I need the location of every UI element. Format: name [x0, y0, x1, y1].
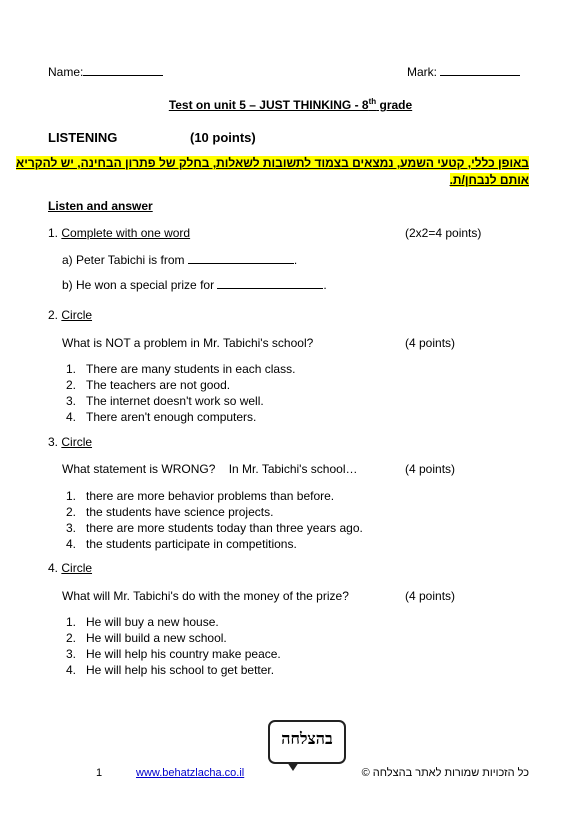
q1-number: 1.	[48, 226, 59, 240]
q3-option-2[interactable]: 2. the students have science projects.	[66, 505, 274, 519]
q3-option-1[interactable]: 1. there are more behavior problems than before.	[66, 489, 335, 503]
q2-points: (4 points)	[405, 336, 456, 350]
q1-instruction: Complete with one word	[61, 226, 191, 240]
q3-options	[66, 488, 363, 552]
page-title: Test on unit 5 – JUST THINKING - 8th grade	[168, 97, 413, 112]
listen-heading: Listen and answer	[48, 199, 153, 213]
q1-b-blank[interactable]	[217, 278, 323, 289]
q2-instruction: Circle	[61, 308, 93, 322]
q2-question: What is NOT a problem in Mr. Tabichi's school?	[62, 336, 314, 350]
mark-blank	[440, 65, 520, 76]
hebrew-note-line1: באופן כללי, קטעי השמע, נמצאים בצמוד לתשובות לשאלות, בחלק של פתרון הבחינה, יש להקריא	[16, 156, 529, 170]
q2-options	[66, 361, 295, 425]
name-field	[48, 65, 163, 79]
q4-option-4[interactable]: 4. He will help his school to get better.	[66, 663, 275, 677]
q3-instruction: Circle	[61, 435, 93, 449]
q2-number: 2.	[48, 308, 59, 322]
q1-a-blank[interactable]	[188, 253, 294, 264]
q4-header	[48, 561, 92, 575]
logo-text: בהצלחה	[281, 729, 333, 748]
q2-option-2[interactable]: 2. The teachers are not good.	[66, 378, 231, 392]
q1-points: (2x2=4 points)	[405, 226, 482, 240]
q2-option-3[interactable]: 3. The internet doesn't work so well.	[66, 394, 264, 408]
q3-question: What statement is WRONG? In Mr. Tabichi's school…	[62, 462, 358, 476]
q2-header	[48, 308, 92, 322]
q4-option-1[interactable]: 1. He will buy a new house.	[66, 615, 219, 629]
name-blank	[83, 65, 163, 76]
q4-question: What will Mr. Tabichi's do with the money of the prize?	[62, 589, 349, 603]
q1-item-b: b) He won a special prize for .	[62, 278, 327, 292]
mark-field	[407, 65, 520, 79]
q3-header	[48, 435, 92, 449]
hebrew-note-line2: אותם לנבחן/ת.	[449, 173, 529, 187]
q3-option-3[interactable]: 3. there are more students today than three years ago.	[66, 521, 363, 535]
q4-options	[66, 614, 281, 678]
q3-number: 3.	[48, 435, 59, 449]
q4-option-3[interactable]: 3. He will help his country make peace.	[66, 647, 281, 661]
q4-option-2[interactable]: 2. He will build a new school.	[66, 631, 227, 645]
q1-item-a: a) Peter Tabichi is from .	[62, 253, 298, 267]
q2-option-1[interactable]: 1. There are many students in each class.	[66, 362, 296, 376]
q2-option-4[interactable]: 4. There aren't enough computers.	[66, 410, 257, 424]
behatzlacha-logo	[268, 720, 346, 764]
mark-label: Mark:	[407, 65, 437, 79]
q1-header	[48, 226, 190, 240]
footer-copyright: כל הזכויות שמורות לאתר בהצלחה ©	[361, 767, 529, 779]
q4-instruction: Circle	[61, 561, 93, 575]
q3-points: (4 points)	[405, 462, 456, 476]
q3-option-4[interactable]: 4. the students participate in competitions.	[66, 537, 297, 551]
q4-number: 4.	[48, 561, 59, 575]
section-title: LISTENING	[48, 130, 118, 145]
footer-link[interactable]: www.behatzlacha.co.il	[136, 767, 245, 779]
logo-speech-tail	[287, 762, 299, 771]
name-label: Name:	[48, 65, 84, 79]
page-number: 1	[96, 767, 103, 779]
q4-points: (4 points)	[405, 589, 456, 603]
section-points: (10 points)	[190, 130, 256, 145]
